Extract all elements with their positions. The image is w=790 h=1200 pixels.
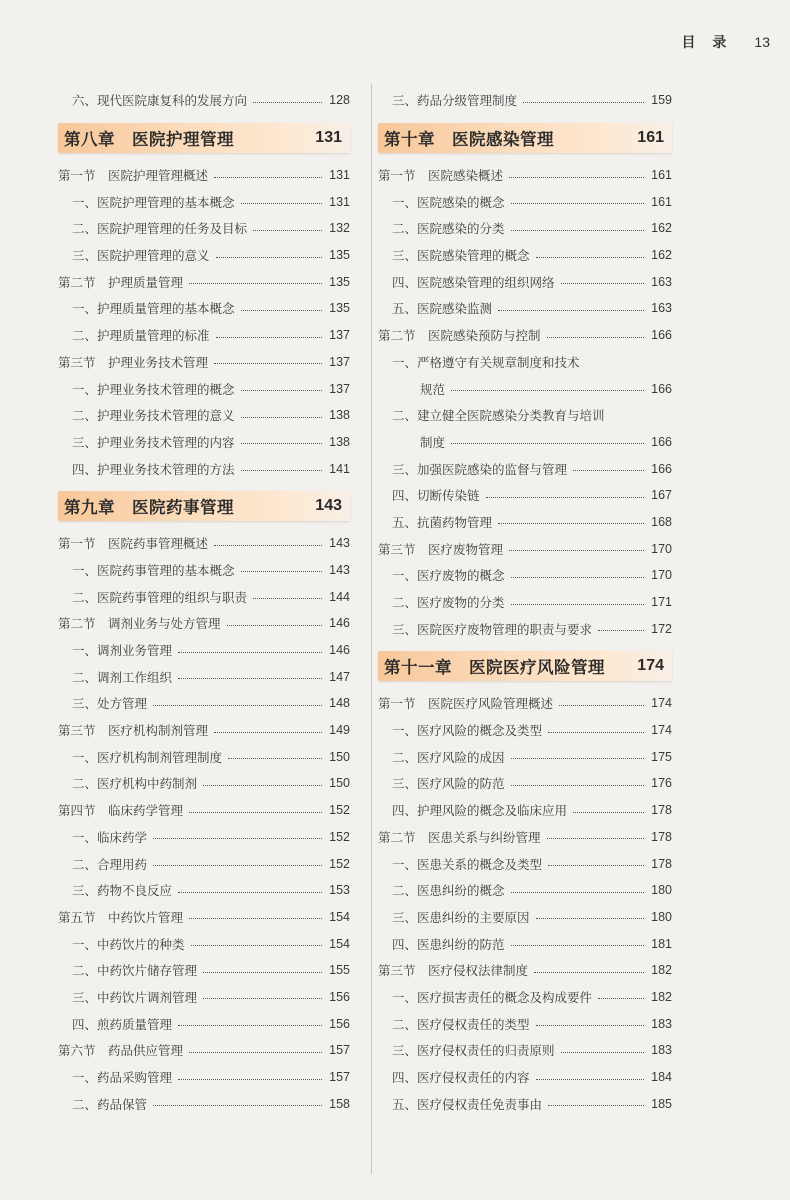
toc-item-row[interactable] [58,984,350,1011]
chapter-title: 第十一章 医院医疗风险管理 [384,658,605,678]
dot-leader [511,758,644,759]
toc-page-number: 155 [329,963,350,978]
toc-entry-label: 规范 [420,381,446,397]
chapter-heading[interactable] [378,651,672,681]
dot-leader [214,177,322,178]
dot-leader [214,363,322,364]
dot-leader [191,945,322,946]
toc-page-number: 178 [651,856,672,871]
toc-entry-label: 二、调剂工作组织 [72,669,173,685]
dot-leader [178,892,322,893]
toc-item-row[interactable] [58,637,350,664]
dot-leader [153,865,322,866]
toc-entry-label: 四、煎药质量管理 [72,1016,173,1032]
toc-page-number: 152 [329,856,350,871]
toc-entry-label: 一、医疗废物的概念 [392,568,505,584]
toc-entry-label: 二、建立健全医院感染分类教育与培训 [392,408,605,424]
toc-item-row[interactable] [378,455,672,482]
toc-page-number: 152 [329,803,350,818]
chapter-page-number: 161 [637,128,664,146]
dot-leader [573,470,644,471]
chapter-heading[interactable] [58,491,350,521]
toc-page-number: 137 [329,328,350,343]
toc-section-row[interactable] [58,349,350,376]
toc-page-number: 135 [329,248,350,263]
chapter-page-number: 174 [637,657,664,675]
dot-leader [178,1079,322,1080]
dot-leader [203,785,322,786]
dot-leader [536,1025,644,1026]
toc-section-row[interactable] [58,1037,350,1064]
toc-item-row[interactable] [378,1064,672,1091]
toc-page-number: 149 [329,723,350,738]
toc-item-row[interactable] [58,930,350,957]
toc-item-row[interactable] [378,562,672,589]
toc-entry-label: 二、中药饮片储存管理 [72,963,198,979]
toc-item-row[interactable] [58,743,350,770]
toc-item-row[interactable] [58,295,350,322]
dot-leader [241,571,322,572]
dot-leader [153,838,322,839]
toc-item-row[interactable] [378,797,672,824]
toc-item-row[interactable] [378,482,672,509]
toc-entry-label: 二、合理用药 [72,856,148,872]
toc-page-number: 137 [329,381,350,396]
toc-item-row[interactable] [378,268,672,295]
toc-entry-label: 一、医院护理管理的基本概念 [72,194,235,210]
toc-entry-label: 第一节 医院药事管理概述 [58,536,209,552]
toc-page-number: 132 [329,221,350,236]
dot-leader [486,497,644,498]
dot-leader [241,470,322,471]
toc-page-number: 137 [329,354,350,369]
toc-right-column [378,87,672,1117]
toc-item-row[interactable] [58,824,350,851]
page-header [682,32,770,52]
toc-item-row[interactable] [58,188,350,215]
toc-entry-label: 三、医患纠纷的主要原因 [392,909,530,925]
toc-entry-label: 三、医院医疗废物管理的职责与要求 [392,621,593,637]
dot-leader [216,257,322,258]
toc-entry-label: 第三节 医疗机构制剂管理 [58,723,209,739]
toc-page-number: 183 [651,1016,672,1031]
toc-entry-label: 三、药物不良反应 [72,883,173,899]
dot-leader [203,998,322,999]
toc-page-number: 152 [329,829,350,844]
dot-leader [511,604,644,605]
toc-item-row[interactable] [58,375,350,402]
toc-page-number: 166 [651,328,672,343]
toc-item-row[interactable] [58,1010,350,1037]
toc-entry-label: 第五节 中药饮片管理 [58,909,184,925]
header-title: 目 录 [681,35,733,51]
toc-page-number: 178 [651,803,672,818]
toc-page-number: 135 [329,301,350,316]
dot-leader [253,598,322,599]
toc-item-row[interactable] [58,877,350,904]
dot-leader [534,972,644,973]
toc-entry-label: 三、护理业务技术管理的内容 [72,434,235,450]
toc-item-row[interactable] [58,850,350,877]
dot-leader [241,310,322,311]
toc-page-number: 158 [329,1096,350,1111]
toc-entry-label: 第六节 药品供应管理 [58,1043,184,1059]
toc-section-row[interactable] [58,797,350,824]
toc-entry-label: 三、医院感染管理的概念 [392,248,530,264]
toc-item-row[interactable] [378,215,672,242]
toc-page-number: 174 [651,723,672,738]
toc-page-number: 157 [329,1070,350,1085]
toc-entry-label: 一、医患关系的概念及类型 [392,856,543,872]
dot-leader [509,177,644,178]
toc-page-number: 172 [651,621,672,636]
toc-page-number: 161 [651,194,672,209]
toc-page-number: 163 [651,274,672,289]
toc-page-number: 131 [329,194,350,209]
dot-leader [498,523,644,524]
toc-entry-label: 第三节 医疗废物管理 [378,541,504,557]
toc-page-number: 146 [329,643,350,658]
toc-item-row[interactable] [378,349,672,376]
toc-section-row[interactable] [58,717,350,744]
toc-item-row[interactable] [378,1090,672,1117]
dot-leader [241,443,322,444]
dot-leader [227,625,322,626]
header-page-number: 13 [754,34,770,50]
toc-page-number: 135 [329,274,350,289]
toc-section-row[interactable] [378,162,672,189]
dot-leader [228,758,322,759]
toc-item-row[interactable] [378,717,672,744]
dot-leader [189,283,322,284]
dot-leader [189,918,322,919]
toc-entry-label: 二、医疗机构中药制剂 [72,776,198,792]
toc-entry-label: 二、医院药事管理的组织与职责 [72,589,248,605]
toc-item-row[interactable] [378,295,672,322]
chapter-heading[interactable] [378,123,672,153]
toc-entry-label: 第一节 医院医疗风险管理概述 [378,696,554,712]
toc-item-row[interactable] [58,402,350,429]
toc-page-number: 150 [329,749,350,764]
toc-item-row[interactable] [58,957,350,984]
dot-leader [547,337,644,338]
dot-leader [511,230,644,231]
chapter-title: 第八章 医院护理管理 [64,129,234,149]
toc-entry-label: 第二节 调剂业务与处方管理 [58,616,221,632]
toc-item-row[interactable] [378,589,672,616]
toc-page-number: 146 [329,616,350,631]
dot-leader [178,1025,322,1026]
toc-entry-label: 二、医疗废物的分类 [392,595,505,611]
toc-page-number: 166 [651,461,672,476]
toc-page-number: 182 [651,989,672,1004]
toc-page-number: 143 [329,536,350,551]
toc-section-row[interactable] [378,535,672,562]
toc-entry-label: 第二节 医患关系与纠纷管理 [378,829,541,845]
toc-entry-label: 五、抗菌药物管理 [392,514,493,530]
dot-leader [561,1052,644,1053]
toc-item-row[interactable] [378,984,672,1011]
toc-page-number: 147 [329,669,350,684]
toc-item-row[interactable] [378,1037,672,1064]
dot-leader [536,1079,644,1080]
toc-page-number: 154 [329,936,350,951]
toc-section-row[interactable] [378,824,672,851]
toc-item-row[interactable] [378,402,672,429]
dot-leader [214,545,322,546]
dot-leader [536,918,644,919]
toc-page-number: 178 [651,829,672,844]
toc-entry-label: 二、药品保管 [72,1096,148,1112]
chapter-title: 第九章 医院药事管理 [64,497,234,517]
toc-page-number: 162 [651,221,672,236]
toc-entry-label: 第三节 护理业务技术管理 [58,354,209,370]
toc-left-column [58,87,350,1117]
dot-leader [536,257,644,258]
dot-leader [178,678,322,679]
toc-item-row[interactable] [378,509,672,536]
toc-entry-label: 三、医院护理管理的意义 [72,248,210,264]
toc-page-number: 171 [651,595,672,610]
dot-leader [216,337,322,338]
toc-page-number: 156 [329,989,350,1004]
toc-item-row[interactable] [378,930,672,957]
toc-section-row[interactable] [58,530,350,557]
toc-entry-label: 四、医患纠纷的防范 [392,936,505,952]
toc-item-row[interactable] [58,215,350,242]
dot-leader [548,865,644,866]
toc-page-number: 141 [329,461,350,476]
toc-item-row[interactable] [378,615,672,642]
toc-entry-label: 二、医患纠纷的概念 [392,883,505,899]
toc-entry-label: 二、护理业务技术管理的意义 [72,408,235,424]
toc-entry-label: 一、严格遵守有关规章制度和技术 [392,354,580,370]
toc-page-number: 166 [651,381,672,396]
dot-leader [511,785,644,786]
toc-entry-label: 一、医院药事管理的基本概念 [72,562,235,578]
dot-leader [153,1105,322,1106]
toc-item-row[interactable] [378,850,672,877]
dot-leader [253,230,322,231]
dot-leader [451,443,644,444]
toc-section-row[interactable] [58,904,350,931]
toc-entry-label: 第三节 医疗侵权法律制度 [378,963,529,979]
toc-page-number: 180 [651,909,672,924]
toc-page-number: 168 [651,514,672,529]
toc-item-row[interactable] [58,87,350,114]
toc-entry-label: 一、临床药学 [72,829,148,845]
toc-entry-label: 第四节 临床药学管理 [58,803,184,819]
dot-leader [511,577,644,578]
toc-entry-label: 四、医疗侵权责任的内容 [392,1070,530,1086]
toc-item-row[interactable] [58,663,350,690]
toc-entry-label: 第二节 医院感染预防与控制 [378,328,541,344]
toc-entry-label: 制度 [420,434,446,450]
toc-section-row[interactable] [378,957,672,984]
dot-leader [598,630,644,631]
dot-leader [561,283,644,284]
toc-page-number: 180 [651,883,672,898]
toc-page-number: 143 [329,562,350,577]
dot-leader [214,732,322,733]
toc-page-number: 157 [329,1043,350,1058]
chapter-page-number: 131 [315,128,342,146]
toc-page-number: 131 [329,168,350,183]
dot-leader [498,310,644,311]
toc-entry-label: 三、医疗风险的防范 [392,776,505,792]
toc-entry-label: 一、医院感染的概念 [392,194,505,210]
toc-page-number: 128 [329,93,350,108]
toc-item-row[interactable] [378,904,672,931]
toc-page-number: 185 [651,1096,672,1111]
toc-item-row[interactable] [58,1064,350,1091]
toc-page-number: 176 [651,776,672,791]
toc-entry-label: 四、护理业务技术管理的方法 [72,461,235,477]
toc-entry-label: 二、医院护理管理的任务及目标 [72,221,248,237]
toc-page-number: 154 [329,909,350,924]
toc-section-row[interactable] [58,268,350,295]
toc-page-number: 138 [329,434,350,449]
dot-leader [547,838,644,839]
toc-page-number: 148 [329,696,350,711]
dot-leader [241,417,322,418]
dot-leader [178,652,322,653]
toc-item-row[interactable] [378,242,672,269]
toc-entry-label: 三、药品分级管理制度 [392,93,518,109]
toc-entry-label: 一、医疗风险的概念及类型 [392,723,543,739]
toc-item-row[interactable] [378,375,672,402]
toc-item-row[interactable] [58,690,350,717]
toc-entry-label: 第一节 医院感染概述 [378,168,504,184]
toc-entry-label: 一、调剂业务管理 [72,643,173,659]
toc-entry-label: 五、医院感染监测 [392,301,493,317]
toc-section-row[interactable] [58,162,350,189]
toc-item-row[interactable] [378,743,672,770]
toc-page-number: 150 [329,776,350,791]
toc-section-row[interactable] [378,690,672,717]
toc-entry-label: 三、中药饮片调剂管理 [72,989,198,1005]
dot-leader [559,705,644,706]
toc-page-number: 162 [651,248,672,263]
dot-leader [548,732,644,733]
toc-entry-label: 三、医疗侵权责任的归责原则 [392,1043,555,1059]
toc-entry-label: 一、中药饮片的种类 [72,936,185,952]
toc-entry-label: 四、医院感染管理的组织网络 [392,274,555,290]
toc-item-row[interactable] [378,429,672,456]
toc-page-number: 184 [651,1070,672,1085]
toc-page-number: 183 [651,1043,672,1058]
chapter-page-number: 143 [315,496,342,514]
toc-entry-label: 四、护理风险的概念及临床应用 [392,803,568,819]
toc-entry-label: 第二节 护理质量管理 [58,274,184,290]
toc-item-row[interactable] [58,557,350,584]
dot-leader [203,972,322,973]
toc-page-number: 161 [651,168,672,183]
toc-entry-label: 二、医院感染的分类 [392,221,505,237]
dot-leader [253,102,322,103]
toc-entry-label: 三、加强医院感染的监督与管理 [392,461,568,477]
toc-item-row[interactable] [58,770,350,797]
toc-item-row[interactable] [58,429,350,456]
toc-page-number: 167 [651,488,672,503]
toc-item-row[interactable] [378,87,672,114]
toc-entry-label: 二、护理质量管理的标准 [72,328,210,344]
toc-item-row[interactable] [58,1090,350,1117]
toc-item-row[interactable] [378,770,672,797]
toc-item-row[interactable] [58,242,350,269]
toc-section-row[interactable] [378,322,672,349]
dot-leader [153,705,322,706]
chapter-heading[interactable] [58,123,350,153]
toc-page-number: 170 [651,568,672,583]
toc-item-row[interactable] [58,322,350,349]
dot-leader [509,550,644,551]
toc-entry-label: 四、切断传染链 [392,488,480,504]
dot-leader [511,203,644,204]
toc-page-number: 182 [651,963,672,978]
toc-entry-label: 五、医疗侵权责任免责事由 [392,1096,543,1112]
toc-section-row[interactable] [58,610,350,637]
dot-leader [451,390,644,391]
toc-page-number: 153 [329,883,350,898]
toc-item-row[interactable] [378,1010,672,1037]
toc-page-number: 144 [329,589,350,604]
toc-item-row[interactable] [378,188,672,215]
toc-page-number: 166 [651,434,672,449]
toc-item-row[interactable] [58,583,350,610]
dot-leader [511,945,644,946]
toc-entry-label: 一、护理业务技术管理的概念 [72,381,235,397]
toc-page-number: 175 [651,749,672,764]
dot-leader [189,1052,322,1053]
toc-page-number: 174 [651,696,672,711]
toc-entry-label: 三、处方管理 [72,696,148,712]
dot-leader [511,892,644,893]
toc-item-row[interactable] [58,455,350,482]
toc-page-number: 156 [329,1016,350,1031]
toc-page-number: 163 [651,301,672,316]
dot-leader [241,203,322,204]
toc-entry-label: 六、现代医院康复科的发展方向 [72,93,248,109]
column-divider [371,84,372,1174]
toc-entry-label: 第一节 医院护理管理概述 [58,168,209,184]
chapter-title: 第十章 医院感染管理 [384,129,554,149]
dot-leader [523,102,644,103]
toc-item-row[interactable] [378,877,672,904]
toc-entry-label: 二、医疗风险的成因 [392,749,505,765]
toc-entry-label: 一、药品采购管理 [72,1070,173,1086]
dot-leader [548,1105,644,1106]
toc-page-number: 138 [329,408,350,423]
toc-page-number: 159 [651,93,672,108]
toc-entry-label: 一、医疗机构制剂管理制度 [72,749,223,765]
toc-page-number: 181 [651,936,672,951]
toc-entry-label: 一、护理质量管理的基本概念 [72,301,235,317]
dot-leader [598,998,644,999]
dot-leader [189,812,322,813]
toc-entry-label: 一、医疗损害责任的概念及构成要件 [392,989,593,1005]
dot-leader [573,812,644,813]
toc-entry-label: 二、医疗侵权责任的类型 [392,1016,530,1032]
dot-leader [241,390,322,391]
toc-page-number: 170 [651,541,672,556]
